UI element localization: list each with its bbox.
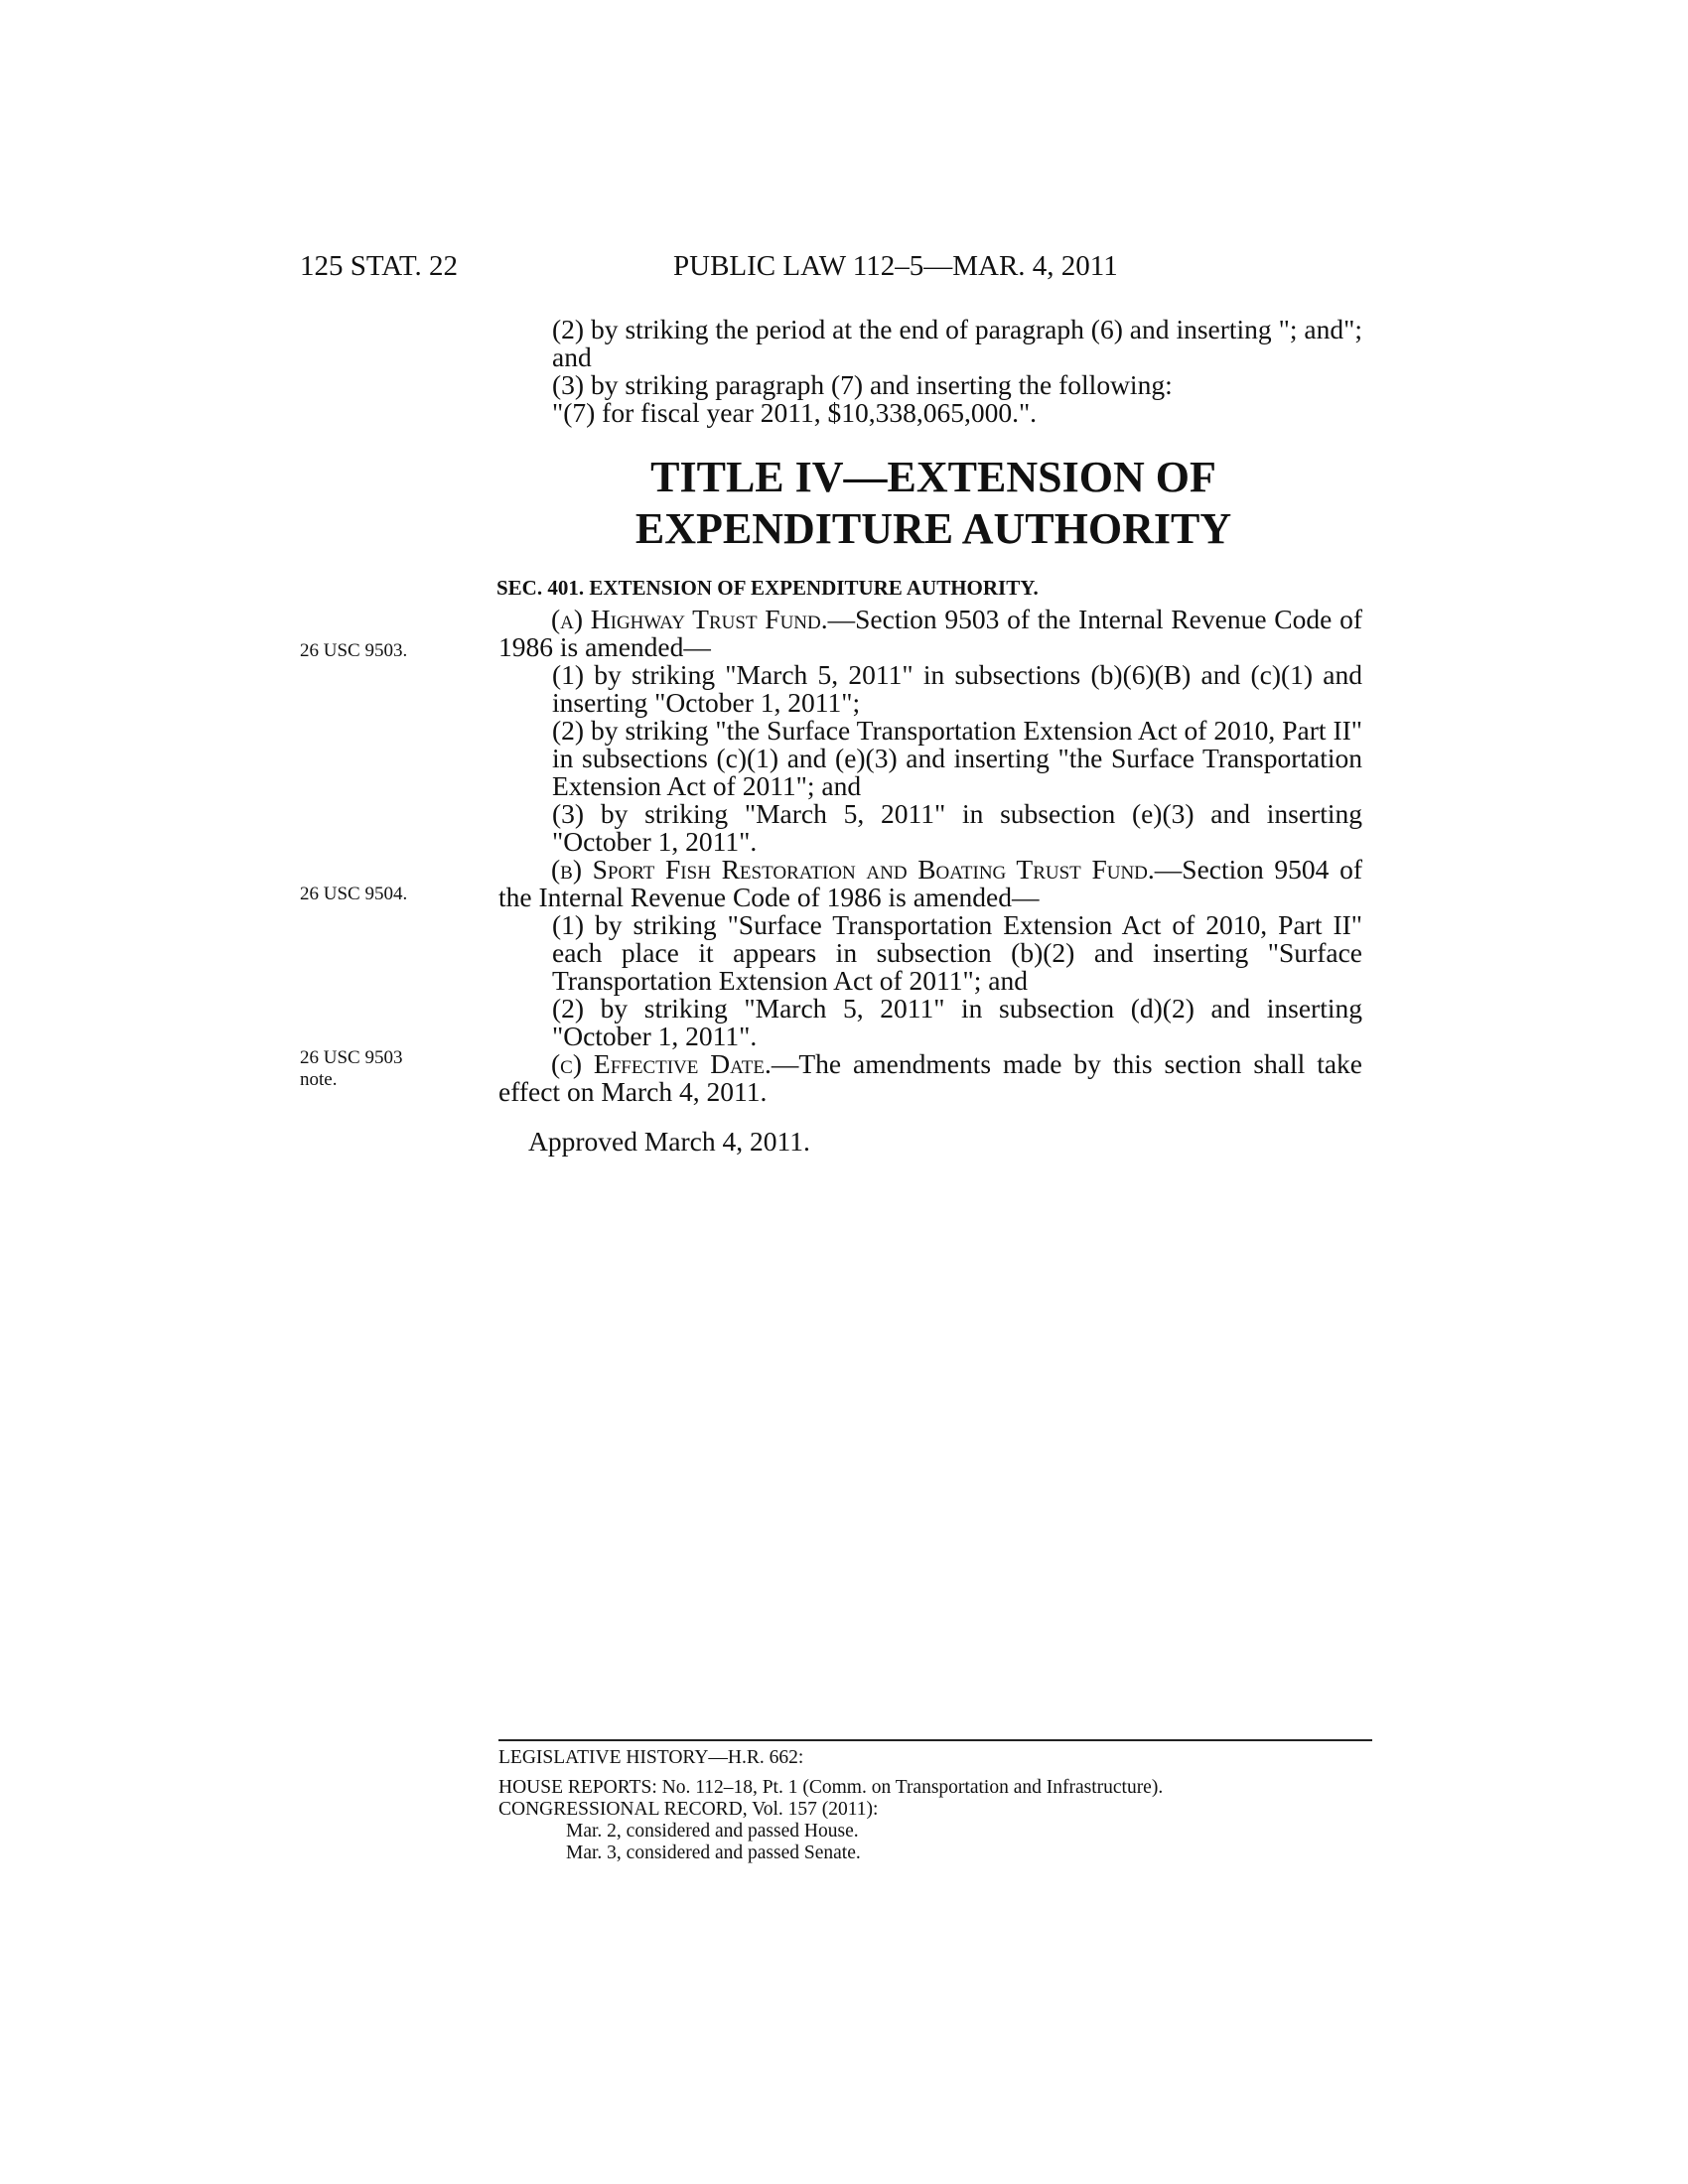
section-body [498, 606, 1362, 1106]
subsection-a-1-text: (1) by striking "March 5, 2011" in subsections (b)(6)(B) and (c)(1) and inserting "October 1, 2011"; [552, 659, 1362, 718]
margin-note-9503: 26 USC 9503. [300, 640, 408, 661]
legislative-history-heading: LEGISLATIVE HISTORY—H.R. 662: [498, 1747, 804, 1768]
history-event-house: Mar. 2, considered and passed House. [566, 1821, 859, 1842]
congressional-record: CONGRESSIONAL RECORD, Vol. 157 (2011): [498, 1799, 879, 1820]
section-heading: SEC. 401. EXTENSION OF EXPENDITURE AUTHORITY. [496, 576, 1039, 600]
subsection-c [498, 1050, 1362, 1106]
subsection-a-text: —Section 9503 of the Internal Revenue Code of 1986 is amended— [498, 604, 1362, 662]
subsection-b-label: (b) Sport Fish Restoration and Boating Trust Fund. [551, 854, 1155, 885]
subsection-a-1 [498, 661, 1362, 717]
subsection-b-2 [498, 995, 1362, 1050]
subsection-a-2-text: (2) by striking "the Surface Transportation Extension Act of 2010, Part II" in subsections (c)(1) and (e)(3) and inserting "the Surface Transportation Extension Act of 2011"; and [552, 715, 1362, 801]
running-header-title: PUBLIC LAW 112–5—MAR. 4, 2011 [673, 250, 1118, 282]
subsection-a-2 [498, 717, 1362, 800]
subsection-b-1-text: (1) by striking "Surface Transportation Extension Act of 2010, Part II" each place it appears in subsection (b)(2) and inserting "Surface Transportation Extension Act of 2011"; and [552, 909, 1362, 996]
subsection-a [498, 606, 1362, 661]
subsection-b-text: —Section 9504 of the Internal Revenue Code of 1986 is amended— [498, 854, 1362, 912]
subsection-b [498, 856, 1362, 911]
title-line-1: TITLE IV—EXTENSION OF [650, 453, 1216, 501]
margin-note-9504: 26 USC 9504. [300, 884, 408, 904]
subsection-b-1 [498, 911, 1362, 995]
subsection-b-2-text: (2) by striking "March 5, 2011" in subsection (d)(2) and inserting "October 1, 2011". [552, 993, 1362, 1051]
history-event-senate: Mar. 3, considered and passed Senate. [566, 1843, 861, 1863]
stat-page-number: 125 STAT. 22 [300, 250, 459, 282]
title-heading [496, 452, 1370, 555]
subsection-c-text: —The amendments made by this section shall take effect on March 4, 2011. [498, 1048, 1362, 1107]
margin-note-line-2: note. [300, 1069, 338, 1090]
preamble-item-3-quote: "(7) for fiscal year 2011, $10,338,065,000.". [552, 397, 1038, 428]
title-line-2: EXPENDITURE AUTHORITY [634, 504, 1232, 553]
preamble-item-2: (2) by striking the period at the end of paragraph (6) and inserting "; and"; and [552, 314, 1362, 372]
footer-rule [498, 1739, 1372, 1741]
house-reports: HOUSE REPORTS: No. 112–18, Pt. 1 (Comm. on Transportation and Infrastructure). [498, 1777, 1164, 1798]
subsection-a-label: (a) Highway Trust Fund. [551, 604, 828, 634]
margin-note-9503-note [300, 1047, 469, 1091]
subsection-c-label: (c) Effective Date. [551, 1048, 772, 1079]
subsection-a-3-text: (3) by striking "March 5, 2011" in subsection (e)(3) and inserting "October 1, 2011". [552, 798, 1362, 857]
preamble-block-2 [552, 371, 1362, 427]
preamble-block [552, 316, 1362, 371]
legislative-history [498, 1747, 1412, 1864]
subsection-a-3 [498, 800, 1362, 856]
approved-date: Approved March 4, 2011. [528, 1126, 810, 1157]
preamble-item-3: (3) by striking paragraph (7) and inserting the following: [552, 369, 1173, 400]
margin-note-line-1: 26 USC 9503 [300, 1047, 403, 1068]
